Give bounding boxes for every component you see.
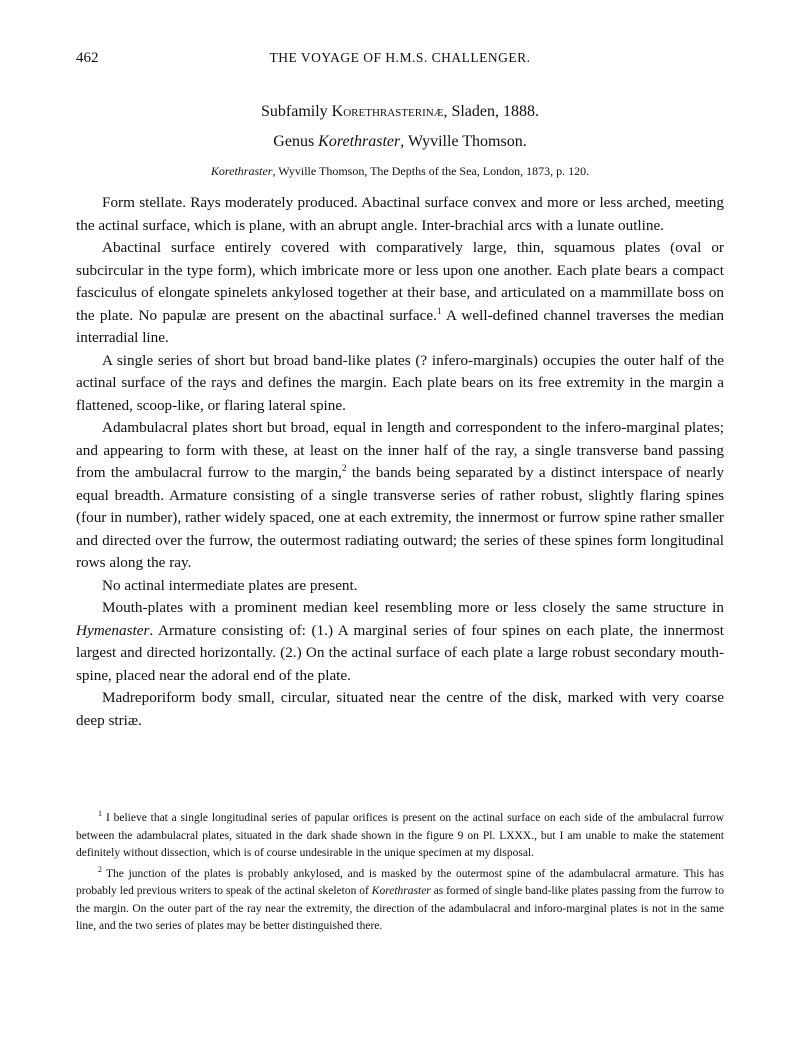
paragraph-abactinal (76, 237, 724, 350)
footnotes (76, 810, 724, 939)
page-number: 462 (76, 50, 99, 66)
mouth-text-b: . Armature consisting of: (1.) A marginal series of four spines on each plate, the innermost largest and directed horizontally. (2.) On the actinal surface of each plate a large robust secondary mouth-spine, placed near the adoral end of the plate. (76, 621, 724, 684)
footnote-2-text-b: as formed of single band-like plates passing from the furrow to the margin. On the outer part of the ray near the extremity, the direction of the adambulacral and inforo-marginal plates is not in the same line, and the two series of plates may be better distinguished there. (76, 885, 725, 932)
running-header (76, 50, 724, 72)
citation-reference: , Wyville Thomson, The Depths of the Sea, London, 1873, p. 120. (272, 164, 590, 178)
paragraph-form: Form stellate. Rays moderately produced. Abactinal surface convex and more or less arched, meeting the actinal surface, which is plane, with an abrupt angle. Inter-brachial arcs with a lunate outline. (76, 194, 724, 234)
footnote-2 (76, 866, 724, 936)
footnote-ref-2: 2 (341, 462, 347, 473)
genus-heading (76, 133, 724, 151)
subfamily-name: Korethrasterinæ (331, 103, 444, 120)
adambulacral-text-a: Adambulacral plates short but broad, equal in length and correspondent to the infero-marginal plates; and appearing to form with these, at least on the inner half of the ray, a single transverse band passing from the ambulacral furrow to the margin, (76, 419, 724, 481)
footnote-1-text: I believe that a single longitudinal series of papular orifices is present on the actinal surface on each side of the ambulacral furrow between the adambulacral plates, situated in the dark shade shown in the figure 9 on Pl. LXXX., but I am unable to make the statement definitely without dissection, which is of course undesirable in the unique specimen at my disposal. (76, 812, 724, 859)
genus-citation (76, 164, 724, 179)
paragraph-marginals: A single series of short but broad band-like plates (? infero-marginals) occupies the outer half of the actinal surface of the rays and defines the margin. Each plate bears on its free extremity in the margin a flattened, scoop-like, or flaring lateral spine. (76, 351, 724, 414)
adambulacral-text-b: the bands being separated by a distinct interspace of nearly equal breadth. Armature consisting of a single transverse series of rather robust, slightly flaring spines (four in number), rather widely spaced, one at each extremity, the innermost or furrow spine rather smaller and directed over the furrow, the outermost radiating outward; the series of these spines form longitudinal rows along the ray. (76, 464, 724, 571)
footnote-ref-1: 1 (436, 305, 442, 316)
paragraph-madreporiform: Madreporiform body small, circular, situated near the centre of the disk, marked with very coarse deep striæ. (76, 689, 724, 729)
body-text (76, 192, 724, 732)
genus-prefix: Genus (273, 133, 319, 150)
footnote-2-text-a: The junction of the plates is probably ankylosed, and is masked by the outermost spine of the adambulacral armature. This has probably led previous writers to speak of the actinal skeleton of (76, 867, 724, 897)
subfamily-heading (76, 103, 724, 121)
footnote-2-genus: Korethraster (371, 885, 431, 897)
subfamily-prefix: Subfamily (261, 103, 332, 120)
footnote-2-mark: 2 (98, 864, 102, 874)
citation-genus: Korethraster (210, 164, 273, 178)
abactinal-text-a: Abactinal surface entirely covered with comparatively large, thin, squamous plates (oval or subcircular in the type form), which imbricate more or less upon one another. Each plate bears a compact fasciculus of elongate spinelets ankylosed together at their base, and articulated on a mammillate boss on the plate. No papulæ are present on the abactinal surface. (76, 239, 724, 324)
genus-name: Korethraster (318, 133, 401, 150)
footnote-1 (76, 810, 724, 863)
paragraph-mouth-plates (76, 597, 724, 687)
paragraph-intermediate: No actinal intermediate plates are present. (102, 576, 358, 594)
abactinal-text-b: A well-defined channel traverses the median interradial line. (76, 306, 724, 346)
footnote-1-mark: 1 (98, 809, 102, 819)
mouth-text-a: Mouth-plates with a prominent median keel resembling more or less closely the same structure in (102, 599, 724, 616)
mouth-genus: Hymenaster (76, 621, 150, 639)
paragraph-adambulacral (76, 417, 724, 575)
genus-suffix: , Wyville Thomson. (400, 133, 527, 150)
running-title: THE VOYAGE OF H.M.S. CHALLENGER. (269, 50, 531, 65)
subfamily-suffix: , Sladen, 1888. (443, 103, 539, 120)
